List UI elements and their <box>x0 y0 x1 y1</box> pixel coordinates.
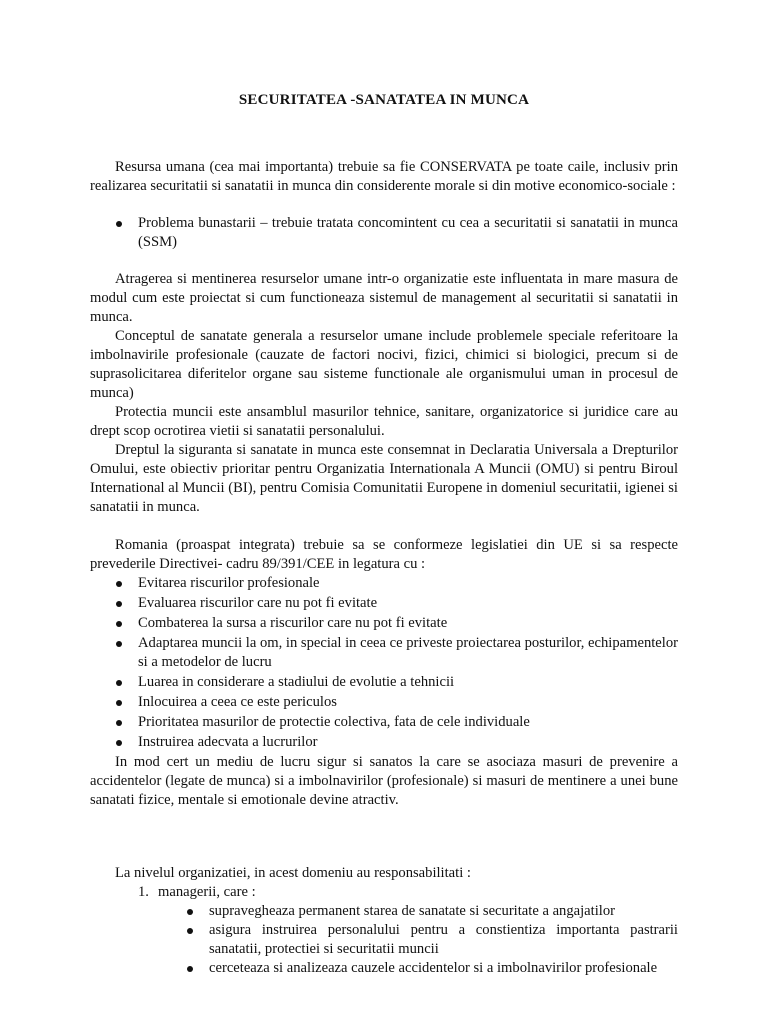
paragraph-1: Resursa umana (cea mai importanta) trebuie sa fie CONSERVATA pe toate caile, inclusiv prin realizarea securitatii si sanatatii in munca din considerente morale si din motive economico-sociale : <box>90 159 678 194</box>
numbered-item <box>90 883 678 902</box>
item-label: managerii, care : <box>158 884 256 900</box>
list-item: Evaluarea riscurilor care nu pot fi evitate <box>90 594 678 613</box>
bullet-list-2 <box>90 574 678 752</box>
paragraph-3: Conceptul de sanatate generala a resurselor umane include problemele speciale referitoare la imbolnavirile profesionale (cauzate de factori nocivi, fizici, chimici si biologici, precum si de suprasolicitarea diferitelor organe sau sisteme functionale ale organismului uman in procesul de munca) <box>90 328 678 401</box>
bullet-icon <box>116 221 122 227</box>
bullet-icon <box>116 601 122 607</box>
list-item: cerceteaza si analizeaza cauzele accidentelor si a imbolnavirilor profesionale <box>90 959 678 978</box>
bullet-icon <box>116 581 122 587</box>
bullet-icon <box>116 641 122 647</box>
list-item: Prioritatea masurilor de protectie colectiva, fata de cele individuale <box>90 713 678 732</box>
paragraph-2: Atragerea si mentinerea resurselor umane intr-o organizatie este influentata in mare masura de modul cum este proiectat si cum functioneaza sistemul de management al securitatii si sanatatii in munca. <box>90 271 678 325</box>
bullet-icon <box>116 680 122 686</box>
list-item: asigura instruirea personalului pentru a constientiza importanta pastrarii sanatatii, protectiei si securitatii muncii <box>90 921 678 959</box>
list-item: Inlocuirea a ceea ce este periculos <box>90 693 678 712</box>
paragraph-8: La nivelul organizatiei, in acest domeniu au responsabilitati : <box>115 865 471 881</box>
paragraph-4: Protectia muncii este ansamblul masurilor tehnice, sanitare, organizatorice si juridice care au drept scop ocrotirea vietii si sanatatii personalului. <box>90 404 678 439</box>
bullet-icon <box>187 928 193 934</box>
bullet-icon <box>116 720 122 726</box>
bullet-icon <box>187 966 193 972</box>
paragraph-7: In mod cert un mediu de lucru sigur si sanatos la care se asociaza masuri de prevenire a accidentelor (legate de munca) si a imbolnavirilor (profesionale) si masuri de mentinere a unei bune sanatati fizice, mentale si emotionale devine atractiv. <box>90 754 678 808</box>
bullet-list-3 <box>90 902 678 978</box>
list-item: Problema bunastarii – trebuie tratata concomintent cu cea a securitatii si sanatatii in munca (SSM) <box>90 214 678 252</box>
document-title: SECURITATEA -SANATATEA IN MUNCA <box>238 92 530 108</box>
paragraph-6: Romania (proaspat integrata) trebuie sa se conformeze legislatiei din UE si sa respecte prevederile Directivei- cadru 89/391/CEE in legatura cu : <box>90 537 678 572</box>
item-number: 1. <box>138 884 149 900</box>
list-item: supravegheaza permanent starea de sanatate si securitate a angajatilor <box>90 902 678 921</box>
bullet-icon <box>116 621 122 627</box>
bullet-icon <box>187 909 193 915</box>
bullet-icon <box>116 700 122 706</box>
list-item: Luarea in considerare a stadiului de evolutie a tehnicii <box>90 673 678 692</box>
list-item: Combaterea la sursa a riscurilor care nu pot fi evitate <box>90 614 678 633</box>
bullet-list-1 <box>90 214 678 252</box>
list-item: Instruirea adecvata a lucrurilor <box>90 733 678 752</box>
list-item: Evitarea riscurilor profesionale <box>90 574 678 593</box>
list-item: Adaptarea muncii la om, in special in ceea ce priveste proiectarea posturilor, echipamentelor si a metodelor de lucru <box>90 634 678 672</box>
bullet-icon <box>116 740 122 746</box>
paragraph-5: Dreptul la siguranta si sanatate in munca este consemnat in Declaratia Universala a Drepturilor Omului, este obiectiv prioritar pentru Organizatia Internationala A Muncii (OMU) si pentru Biroul International al Muncii (BI), pentru Comisia Comunitatii Europene in domeniul securitatii, igienei si sanatatii in munca. <box>90 442 678 515</box>
